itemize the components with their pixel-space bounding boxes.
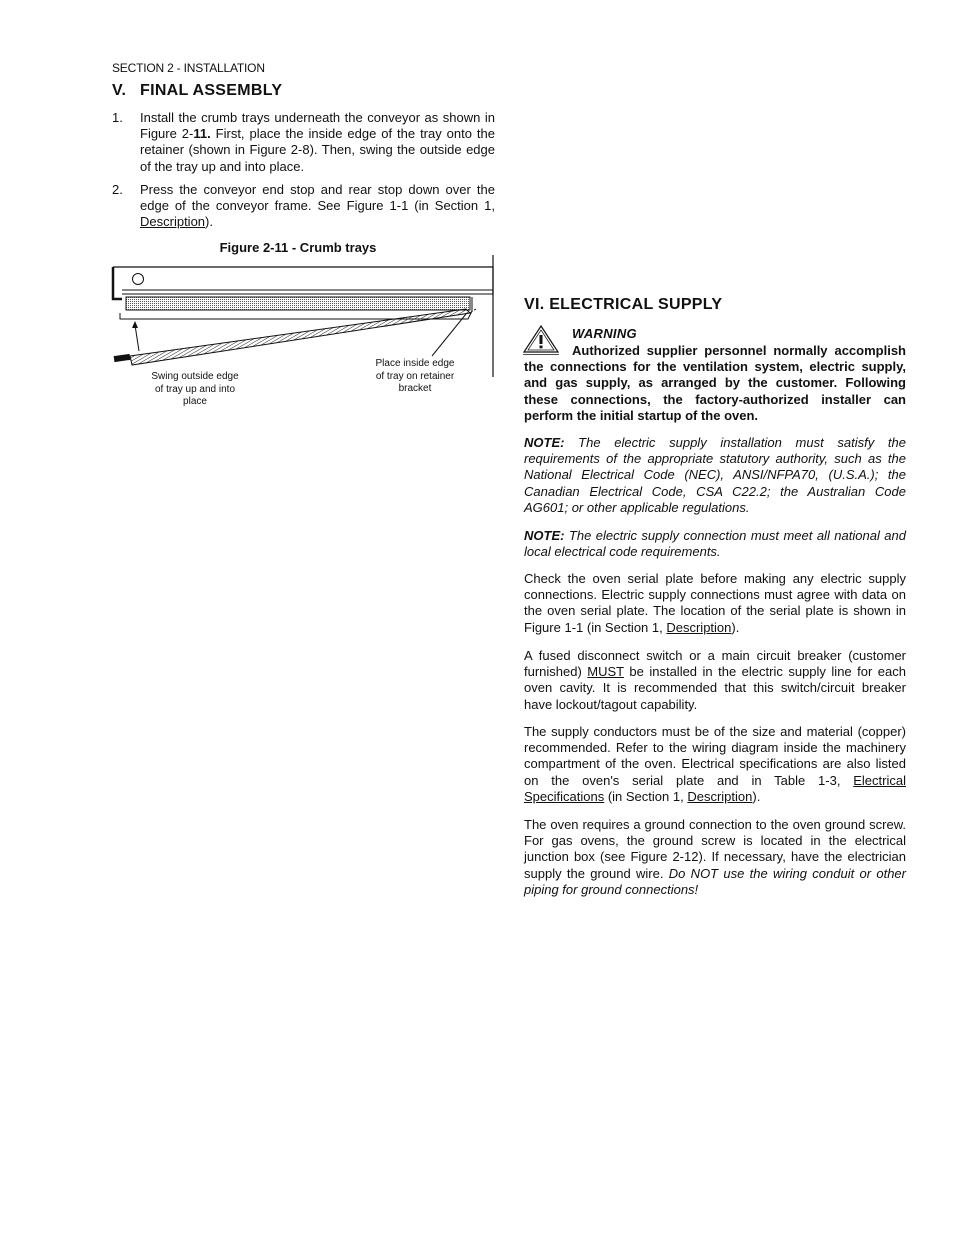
paragraph-text: ). bbox=[731, 619, 740, 635]
step-text: Install the crumb trays underneath the conveyor as shown in Figure 2- bbox=[140, 110, 495, 142]
step-number: 1. bbox=[112, 110, 123, 125]
disconnect-switch-paragraph bbox=[524, 648, 906, 713]
swing-arrow bbox=[135, 325, 139, 351]
final-assembly-heading bbox=[112, 82, 282, 100]
paragraph-text: The supply conductors must be of the size and material (copper) recommended. Refer to the wiring diagram inside the machinery compartment of the oven. Electrical specifications are also listed on the oven's serial plate and in Table 1-3, bbox=[524, 724, 906, 788]
paragraph-text: (in Section 1, bbox=[604, 788, 688, 804]
figure-label-place: Place inside edge of tray on retainer bracket bbox=[375, 358, 455, 394]
final-assembly-title: FINAL ASSEMBLY bbox=[140, 82, 283, 99]
warning-title: WARNING bbox=[572, 326, 637, 341]
description-link[interactable]: Description bbox=[140, 214, 206, 230]
ground-warning-text: Do NOT use the wiring conduit or other piping for ground connections! bbox=[524, 865, 906, 897]
note-label: NOTE: bbox=[524, 528, 565, 543]
inside-edge-pointer bbox=[432, 314, 466, 356]
paragraph-text: A fused disconnect switch or a main circuit breaker (customer furnished) bbox=[524, 648, 906, 680]
installed-tray bbox=[126, 297, 470, 310]
frame-hole bbox=[133, 274, 144, 285]
note-text: The electric supply connection must meet all national and local electrical code requirements. bbox=[524, 528, 906, 560]
step-text-rest: First, place the inside edge of the tray onto the retainer (shown in Figure 2-8). Then, swing the outside edge of the tray up and into place. bbox=[140, 126, 495, 174]
paragraph-text: The oven requires a ground connection to the oven ground screw. For gas ovens, the ground screw is located in the electrical junction box (see Figure 2-12). If necessary, have the electrician supply the ground wire. bbox=[524, 817, 906, 881]
step-text: Press the conveyor end stop and rear stop down over the edge of the conveyor frame. See Figure 1-1 (in Section 1, bbox=[140, 181, 495, 214]
conveyor-end bbox=[113, 267, 122, 299]
final-assembly-number: V. bbox=[112, 82, 127, 99]
paragraph-text: Check the oven serial plate before making any electric supply connections. Electric supply connections must agree with data on the oven serial plate. The location of the serial plate is shown in Figure 1-1 (in Section 1, bbox=[524, 571, 906, 635]
final-assembly-steps bbox=[112, 110, 495, 237]
ground-connection-paragraph bbox=[524, 817, 906, 898]
step-item bbox=[112, 110, 495, 175]
step-number: 2. bbox=[112, 181, 123, 197]
step-item bbox=[112, 182, 495, 231]
electrical-specifications-link[interactable]: Electrical Specifications bbox=[524, 772, 906, 804]
swinging-tray bbox=[130, 309, 470, 365]
crumb-tray-figure bbox=[108, 253, 498, 428]
step-text-rest: ). bbox=[205, 214, 213, 230]
supply-conductors-paragraph bbox=[524, 724, 906, 805]
warning-body: Authorized supplier personnel normally accomplish the connections for the ventilation system, electric supply, and gas supply, as arranged by the customer. Following these connections, the factory-authorized installer can perform the initial startup of the oven. bbox=[524, 343, 906, 423]
description-link[interactable]: Description bbox=[666, 619, 732, 635]
figure-caption: Figure 2-11 - Crumb trays bbox=[219, 240, 377, 255]
electrical-supply-heading: VI. ELECTRICAL SUPPLY bbox=[524, 296, 723, 313]
section-header: SECTION 2 - INSTALLATION bbox=[112, 61, 265, 75]
paragraph-text: be installed in the electric supply line for each oven cavity. It is recommended that this switch/circuit breaker have lockout/tagout capability. bbox=[524, 664, 906, 712]
note-block bbox=[524, 435, 906, 516]
figure-label-swing: Swing outside edge of tray up and into place bbox=[151, 371, 239, 407]
paragraph-text: ). bbox=[752, 788, 761, 804]
note-text: The electric supply installation must satisfy the requirements of the appropriate statutory authority, such as the National Electrical Code (NEC), ANSI/NFPA70, (U.S.A.); the Canadian Electrical Code, CSA C22.2; the Australian Code AG601; or other applicable regulations. bbox=[524, 435, 906, 515]
note-block bbox=[524, 528, 906, 560]
note-label: NOTE: bbox=[524, 435, 565, 450]
must-emphasis: MUST bbox=[587, 664, 624, 680]
description-link[interactable]: Description bbox=[687, 788, 753, 804]
step-figure-ref: 11. bbox=[193, 126, 211, 142]
serial-plate-paragraph bbox=[524, 571, 906, 636]
